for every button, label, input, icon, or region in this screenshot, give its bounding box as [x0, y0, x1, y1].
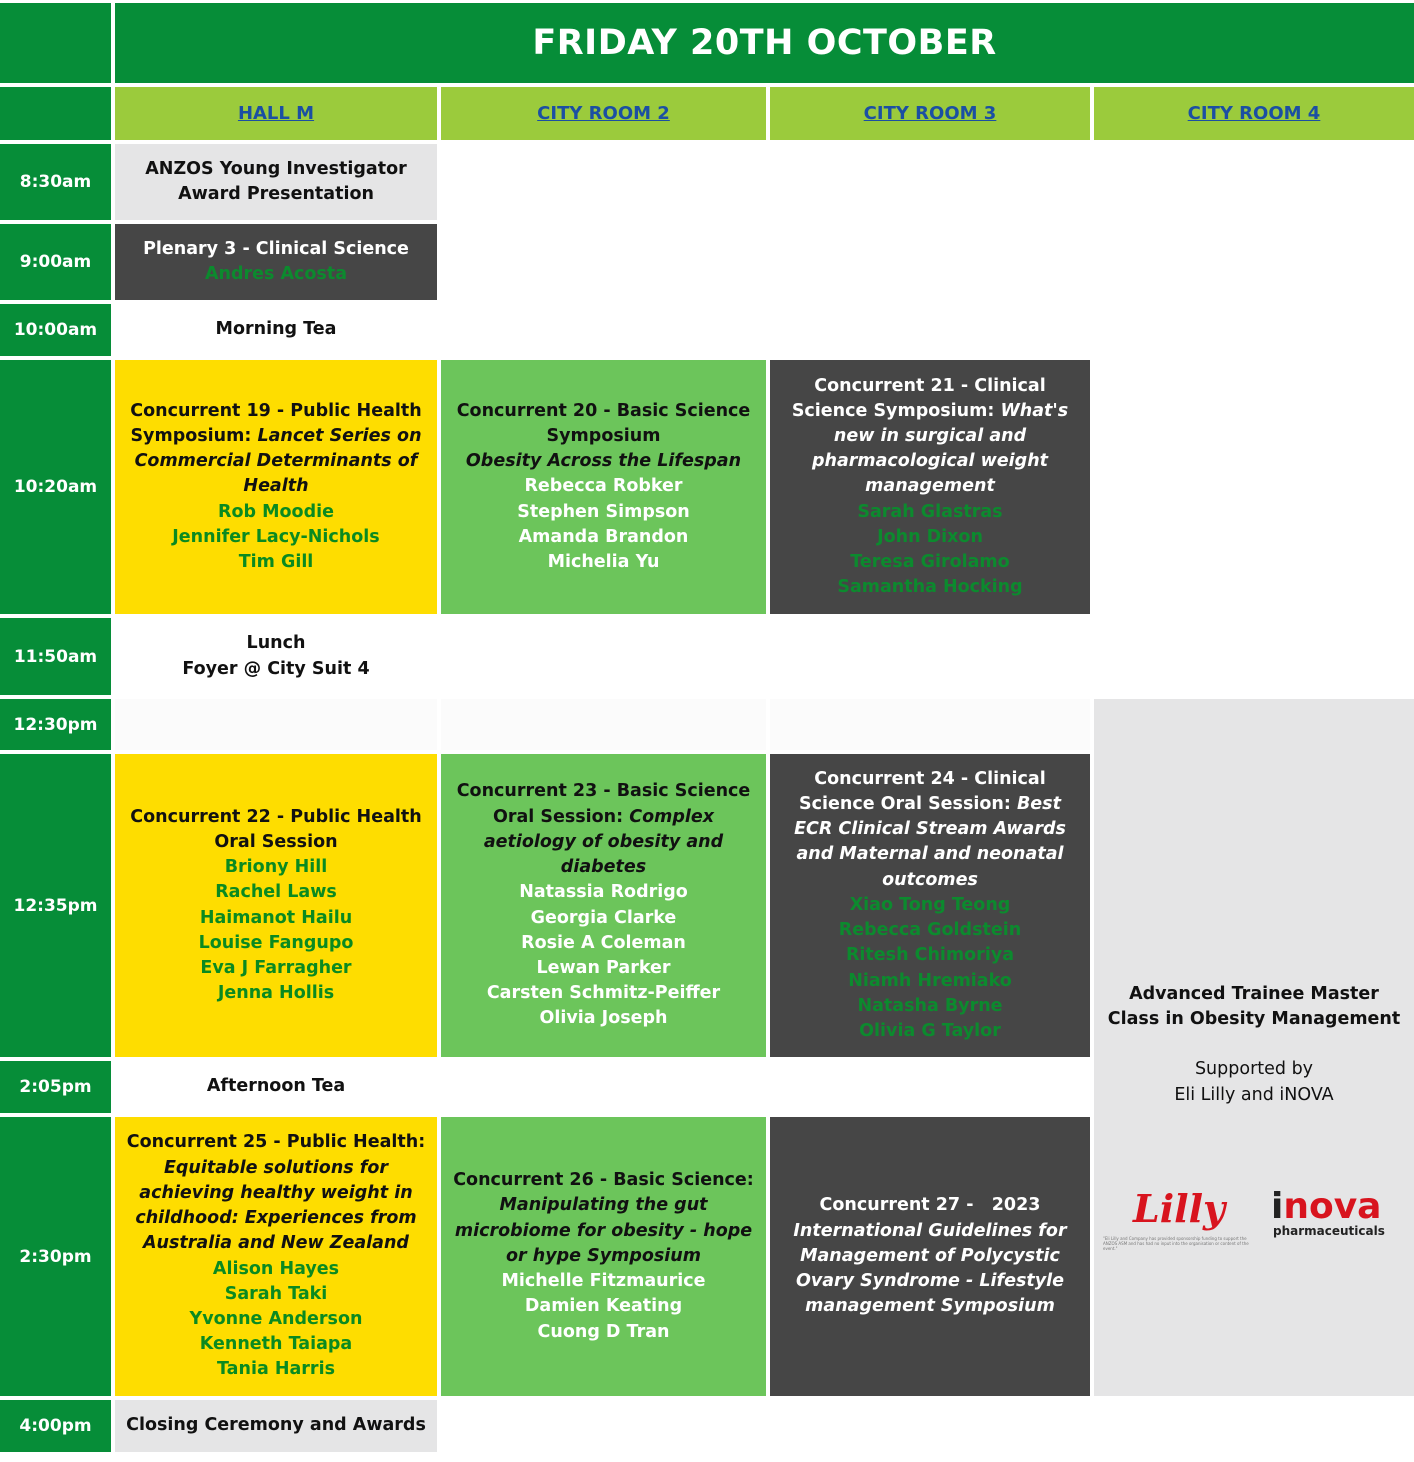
day-title: [115, 3, 1414, 83]
room-link[interactable]: HALL M: [237, 103, 315, 124]
lilly-disclaimer: "Eli Lilly and Company has provided sponsorship funding to support the ANZOS ASM and has had no input into the organisation or content of the event.": [1103, 1236, 1249, 1251]
room-city-room-4[interactable]: [1094, 87, 1414, 140]
session-concurrent-27[interactable]: Concurrent 27 - 2023 International Guidelines for Management of Polycystic Ovary Syndrome - Lifestyle management Symposium: [770, 1117, 1090, 1396]
sponsor-logos: [1095, 1180, 1414, 1250]
speaker-name: Rachel Laws: [215, 882, 337, 903]
session-concurrent-21[interactable]: Concurrent 21 - Clinical Science Symposium: What's new in surgical and pharmacological weight management Sarah Glastras John Dixon Teresa Girolamo Samantha Hocking: [770, 360, 1090, 614]
session-concurrent-22[interactable]: Concurrent 22 - Public Health Oral Session Briony Hill Rachel Laws Haimanot Hailu Louise Fangupo Eva J Farragher Jenna Hollis: [115, 754, 437, 1057]
speaker-name: Andres Acosta: [204, 264, 348, 284]
time-slot: 4:00pm: [0, 1400, 111, 1452]
room-link[interactable]: CITY ROOM 2: [537, 103, 670, 124]
session-morning-tea: Morning Tea: [115, 304, 437, 356]
day-title-text: FRIDAY 20TH OCTOBER: [532, 23, 997, 63]
speaker-name: Louise Fangupo: [198, 932, 354, 953]
session-concurrent-20[interactable]: Concurrent 20 - Basic Science Symposium Obesity Across the Lifespan Rebecca Robker Stephen Simpson Amanda Brandon Michelia Yu: [441, 360, 766, 614]
speaker-name: Xiao Tong Teong: [849, 894, 1011, 915]
session-lunch: Lunch Foyer @ City Suit 4: [115, 618, 437, 695]
inova-logo-subtitle: pharmaceuticals: [1273, 1224, 1385, 1238]
time-slot: 10:20am: [0, 360, 111, 614]
session-concurrent-26[interactable]: Concurrent 26 - Basic Science: Manipulating the gut microbiome for obesity - hope or hype Symposium Michelle Fitzmaurice Damien Keating Cuong D Tran: [441, 1117, 766, 1396]
speaker-name: Georgia Clarke: [530, 907, 677, 928]
lilly-logo: Lilly: [1133, 1186, 1226, 1231]
room-city-room-2[interactable]: [441, 87, 766, 140]
time-slot: 9:00am: [0, 224, 111, 300]
time-slot: 2:05pm: [0, 1061, 111, 1113]
speaker-name: Niamh Hremiako: [848, 970, 1012, 991]
speaker-name: Carsten Schmitz-Peiffer: [486, 983, 721, 1004]
session-master-class[interactable]: Advanced Trainee Master Class in Obesity Management Supported by Eli Lilly and iNOVA: [1094, 699, 1414, 1396]
time-slot: 2:30pm: [0, 1117, 111, 1396]
speaker-name: Briony Hill: [224, 857, 328, 878]
speaker-name: Sarah Glastras: [857, 501, 1003, 522]
empty-slot: [441, 699, 766, 750]
speaker-name: Haimanot Hailu: [199, 907, 353, 928]
session-concurrent-23[interactable]: Concurrent 23 - Basic Science Oral Session: Complex aetiology of obesity and diabetes Natassia Rodrigo Georgia Clarke Rosie A Coleman Lewan Parker Carsten Schmitz-Peiffer Olivia Joseph: [441, 754, 766, 1057]
speaker-name: Rebecca Goldstein: [838, 920, 1022, 941]
time-slot: 8:30am: [0, 144, 111, 220]
speaker-name: Alison Hayes: [212, 1258, 340, 1279]
speaker-name: Rosie A Coleman: [521, 932, 686, 953]
room-city-room-3[interactable]: [770, 87, 1090, 140]
speaker-name: Tania Harris: [217, 1359, 335, 1380]
corner-cell-rooms: [0, 87, 111, 140]
inova-logo: inova: [1271, 1186, 1382, 1227]
speaker-name: Lewan Parker: [536, 957, 671, 978]
speaker-name: John Dixon: [877, 526, 983, 547]
session-concurrent-25[interactable]: Concurrent 25 - Public Health: Equitable solutions for achieving healthy weight in childhood: Experiences from Australia and New Zealand Alison Hayes Sarah Taki Yvonne Anderson Kenneth Taiapa Tania Harris: [115, 1117, 437, 1396]
speaker-name: Natassia Rodrigo: [519, 882, 688, 903]
room-hall-m[interactable]: [115, 87, 437, 140]
time-slot: 10:00am: [0, 304, 111, 356]
session-closing-ceremony[interactable]: Closing Ceremony and Awards: [115, 1400, 437, 1452]
time-slot: 11:50am: [0, 618, 111, 695]
speaker-name: Teresa Girolamo: [850, 552, 1010, 572]
room-link[interactable]: CITY ROOM 3: [863, 103, 997, 124]
speaker-name: Tim Gill: [238, 552, 314, 572]
corner-cell: [0, 3, 111, 83]
speaker-name: Olivia Joseph: [539, 1008, 668, 1029]
speaker-name: Yvonne Anderson: [189, 1308, 363, 1329]
speaker-name: Ritesh Chimoriya: [845, 945, 1015, 966]
session-anzos-award[interactable]: ANZOS Young Investigator Award Presentation: [115, 144, 437, 220]
session-concurrent-24[interactable]: Concurrent 24 - Clinical Science Oral Session: Best ECR Clinical Stream Awards and Maternal and neonatal outcomes Xiao Tong Teong Rebecca Goldstein Ritesh Chimoriya Niamh Hremiako Natasha Byrne Olivia G Taylor: [770, 754, 1090, 1057]
speaker-name: Rob Moodie: [218, 501, 334, 522]
speaker-name: Kenneth Taiapa: [199, 1334, 353, 1355]
speaker-name: Amanda Brandon: [518, 526, 689, 547]
room-link[interactable]: CITY ROOM 4: [1187, 103, 1321, 124]
session-concurrent-19[interactable]: Concurrent 19 - Public Health Symposium: Lancet Series on Commercial Determinants of Health Rob Moodie Jennifer Lacy-Nichols Tim Gill: [115, 360, 437, 614]
speaker-name: Michelia Yu: [547, 552, 660, 572]
speaker-name: Natasha Byrne: [857, 995, 1003, 1016]
time-slot: 12:30pm: [0, 699, 111, 750]
speaker-name: Cuong D Tran: [537, 1321, 670, 1342]
session-afternoon-tea: Afternoon Tea: [115, 1061, 437, 1113]
speaker-name: Jenna Hollis: [217, 983, 335, 1004]
speaker-name: Stephen Simpson: [517, 501, 690, 522]
speaker-name: Damien Keating: [524, 1296, 683, 1317]
speaker-name: Jennifer Lacy-Nichols: [172, 526, 380, 547]
speaker-name: Sarah Taki: [224, 1283, 328, 1304]
speaker-name: Michelle Fitzmaurice: [501, 1271, 706, 1292]
empty-slot: [115, 699, 437, 750]
empty-slot: [770, 699, 1090, 750]
session-plenary-3[interactable]: Plenary 3 - Clinical Science Andres Acosta: [115, 224, 437, 300]
time-slot: 12:35pm: [0, 754, 111, 1057]
speaker-name: Eva J Farragher: [200, 957, 352, 978]
speaker-name: Samantha Hocking: [837, 577, 1023, 598]
speaker-name: Rebecca Robker: [524, 476, 683, 497]
speaker-name: Olivia G Taylor: [859, 1020, 1001, 1041]
